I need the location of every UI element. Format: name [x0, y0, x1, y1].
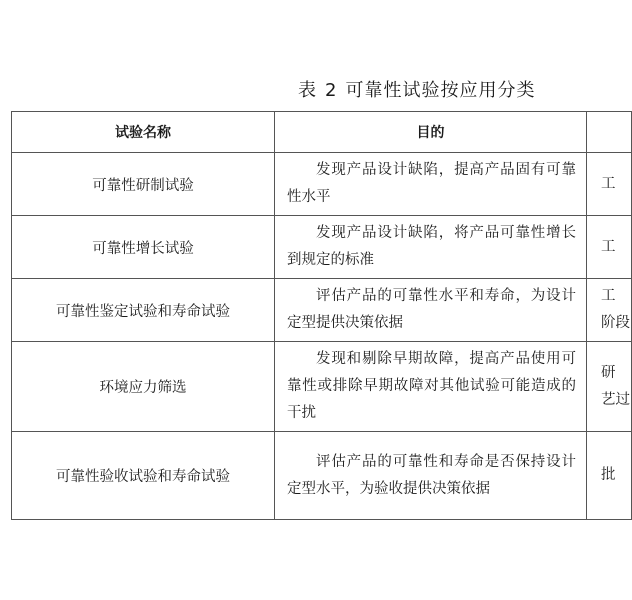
- purpose-cell: [275, 342, 587, 432]
- stage-text: 研 艺过: [601, 364, 630, 408]
- caption-number: 2: [325, 80, 338, 101]
- test-name-cell: 可靠性鉴定试验和寿命试验: [12, 279, 275, 342]
- purpose-cell: [275, 216, 587, 279]
- stage-text: 工: [601, 175, 616, 192]
- table-caption: [298, 76, 535, 102]
- test-name-cell: 环境应力筛选: [12, 342, 275, 432]
- header-stage: [587, 112, 632, 153]
- purpose-text: 发现和剔除早期故障，提高产品使用可靠性或排除早期故障对其他试验可能造成的干扰: [287, 351, 576, 421]
- stage-text: 工 阶段: [601, 288, 630, 331]
- table-row: [12, 216, 632, 279]
- caption-title: 可靠性试验按应用分类: [345, 80, 536, 101]
- header-test-name: 试验名称: [12, 112, 275, 153]
- purpose-text: 评估产品的可靠性水平和寿命，为设计定型提供决策依据: [287, 288, 576, 331]
- table-row: [12, 153, 632, 216]
- stage-cell: [587, 153, 632, 216]
- stage-cell: [587, 279, 632, 342]
- purpose-text: 发现产品设计缺陷，提高产品固有可靠性水平: [287, 162, 576, 205]
- test-name-cell: 可靠性研制试验: [12, 153, 275, 216]
- purpose-cell: [275, 432, 587, 520]
- purpose-text: 发现产品设计缺陷，将产品可靠性增长到规定的标准: [287, 225, 576, 268]
- header-purpose: 目的: [275, 112, 587, 153]
- purpose-cell: [275, 153, 587, 216]
- test-name-cell: 可靠性验收试验和寿命试验: [12, 432, 275, 520]
- stage-cell: [587, 432, 632, 520]
- table-row: [12, 432, 632, 520]
- classification-table: [11, 111, 632, 520]
- stage-text: 工: [601, 238, 616, 255]
- table-row: [12, 342, 632, 432]
- test-name-cell: 可靠性增长试验: [12, 216, 275, 279]
- stage-text: 批: [601, 467, 616, 483]
- purpose-cell: [275, 279, 587, 342]
- purpose-text: 评估产品的可靠性和寿命是否保持设计定型水平，为验收提供决策依据: [287, 453, 576, 497]
- table-header-row: [12, 112, 632, 153]
- table-row: [12, 279, 632, 342]
- stage-cell: [587, 216, 632, 279]
- stage-cell: [587, 342, 632, 432]
- caption-prefix: 表: [298, 80, 317, 101]
